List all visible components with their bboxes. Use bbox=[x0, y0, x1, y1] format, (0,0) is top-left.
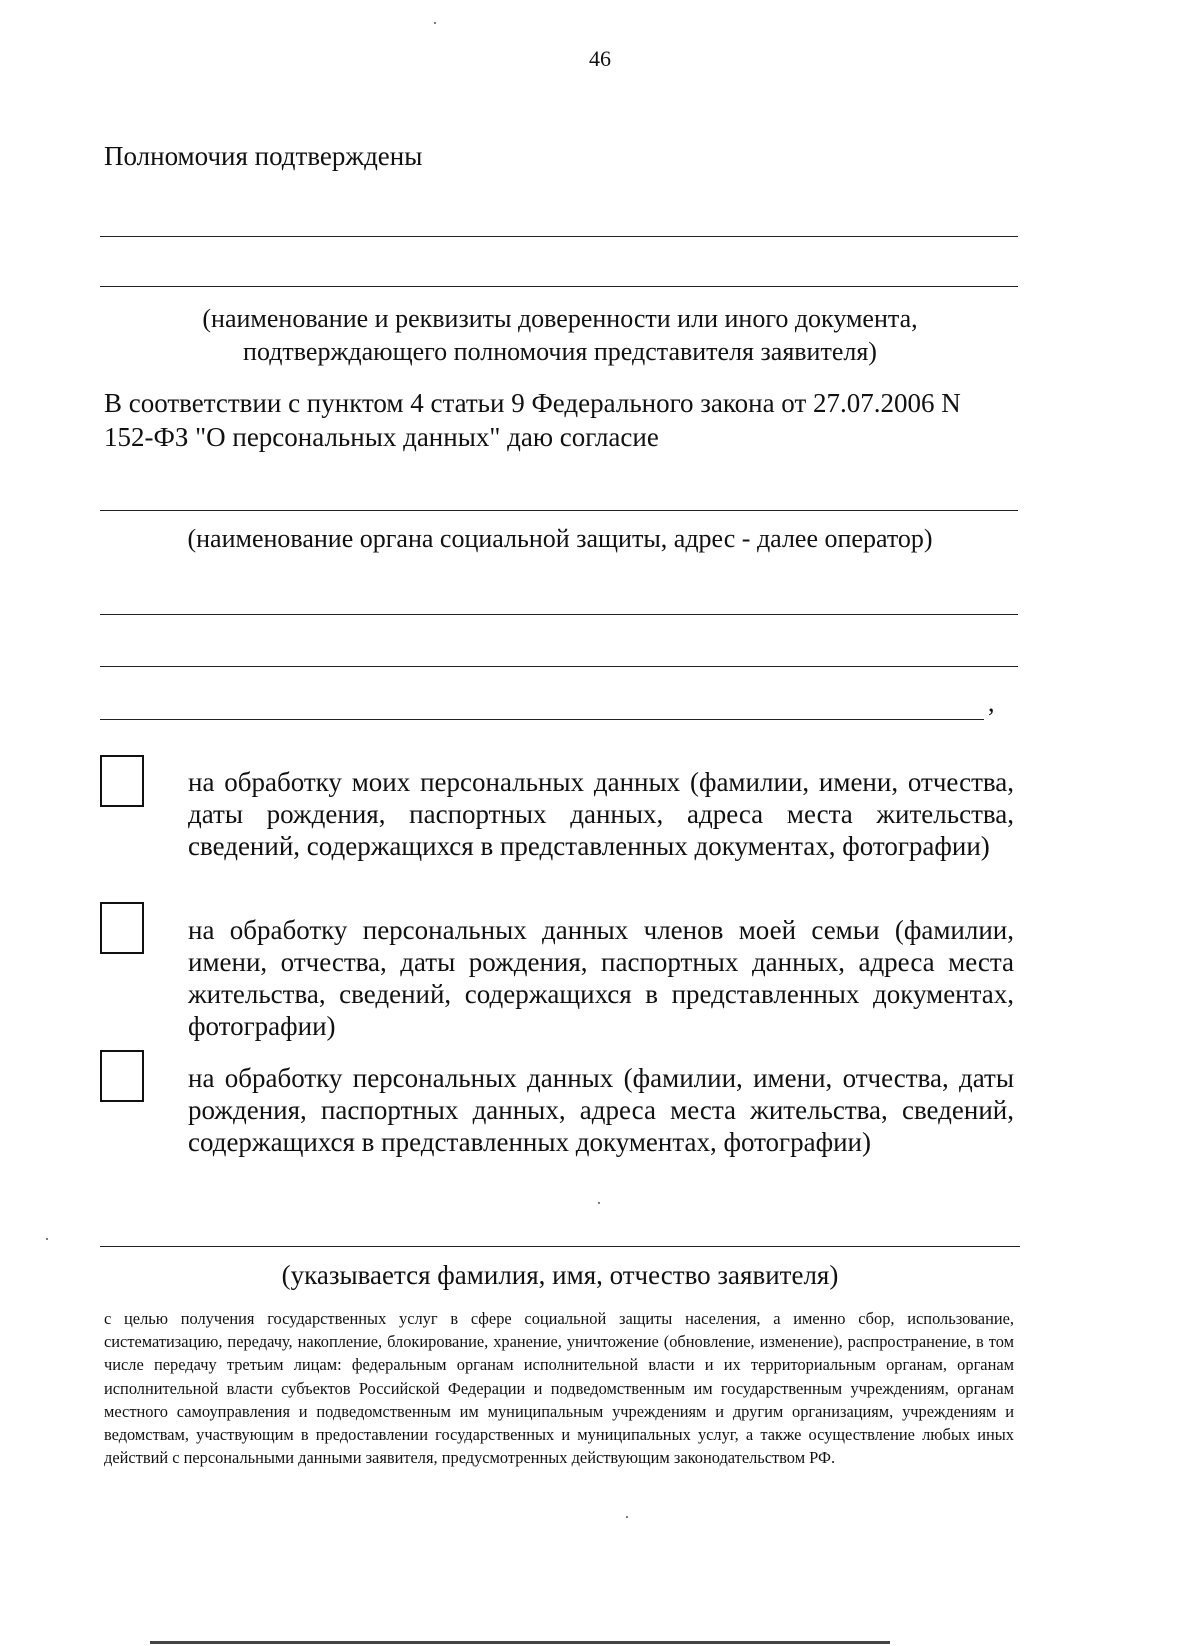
blank-line-operator-address-2[interactable] bbox=[100, 666, 1018, 667]
scan-speck bbox=[46, 1238, 48, 1240]
caption-applicant-name: (указывается фамилия, имя, отчество заявителя) bbox=[281, 1260, 839, 1290]
trailing-comma: , bbox=[988, 688, 995, 717]
blank-line-operator-address-3[interactable] bbox=[100, 719, 984, 720]
page-number: 46 bbox=[589, 46, 611, 71]
scan-speck bbox=[598, 1202, 600, 1204]
scan-speck bbox=[434, 22, 436, 24]
heading-authority-confirmed: Полномочия подтверждены bbox=[104, 141, 423, 171]
option-applicant-data-text: на обработку персональных данных (фамилии, имени, отчества, даты рождения, паспортных данных, адреса места жительства, сведений, содержащихся в представленных документах, фотографии) bbox=[188, 1063, 1014, 1157]
checkbox-applicant-data[interactable] bbox=[100, 1050, 144, 1102]
blank-line-poa-1[interactable] bbox=[100, 236, 1018, 237]
checkbox-family-data[interactable] bbox=[100, 902, 144, 954]
blank-line-applicant-name[interactable] bbox=[100, 1246, 1020, 1247]
blank-line-poa-2[interactable] bbox=[100, 286, 1018, 287]
option-own-data-text: на обработку моих персональных данных (фамилии, имени, отчества, даты рождения, паспортных данных, адреса места жительства, сведений, содержащихся в представленных документах, фотографии) bbox=[188, 767, 1014, 861]
blank-line-operator[interactable] bbox=[100, 510, 1018, 511]
consent-intro: В соответствии с пунктом 4 статьи 9 Федерального закона от 27.07.2006 N 152-ФЗ "О персональных данных" даю согласие bbox=[104, 388, 961, 452]
blank-line-operator-address-1[interactable] bbox=[100, 614, 1018, 615]
scan-speck bbox=[626, 1516, 628, 1518]
option-family-data-text: на обработку персональных данных членов моей семьи (фамилии, имени, отчества, даты рождения, паспортных данных, адреса места жительства, сведений, содержащихся в представленных документах, фотографии) bbox=[188, 915, 1014, 1041]
caption-power-of-attorney: (наименование и реквизиты доверенности или иного документа, подтверждающего полномочия представителя заявителя) bbox=[202, 304, 918, 366]
purpose-paragraph: с целью получения государственных услуг в сфере социальной защиты населения, а именно сбор, использование, систематизацию, передачу, накопление, блокирование, хранение, уничтожение (обновление, изменение), распространение, в том числе передачу третьим лицам: федеральным органам исполнительной власти и их территориальным органам, органам исполнительной власти субъектов Российской Федерации и подведомственным им государственным учреждениям, органам местного самоуправления и подведомственным им муниципальным учреждениям и другим организациям, учреждениям и ведомствам, участвующим в предоставлении государственных и муниципальных услуг, а также осуществление любых иных действий с персональными данными заявителя, предусмотренных действующим законодательством РФ. bbox=[104, 1309, 1014, 1468]
caption-operator: (наименование органа социальной защиты, адрес - далее оператор) bbox=[187, 524, 933, 553]
scan-bottom-edge bbox=[150, 1641, 890, 1644]
checkbox-own-data[interactable] bbox=[100, 755, 144, 807]
